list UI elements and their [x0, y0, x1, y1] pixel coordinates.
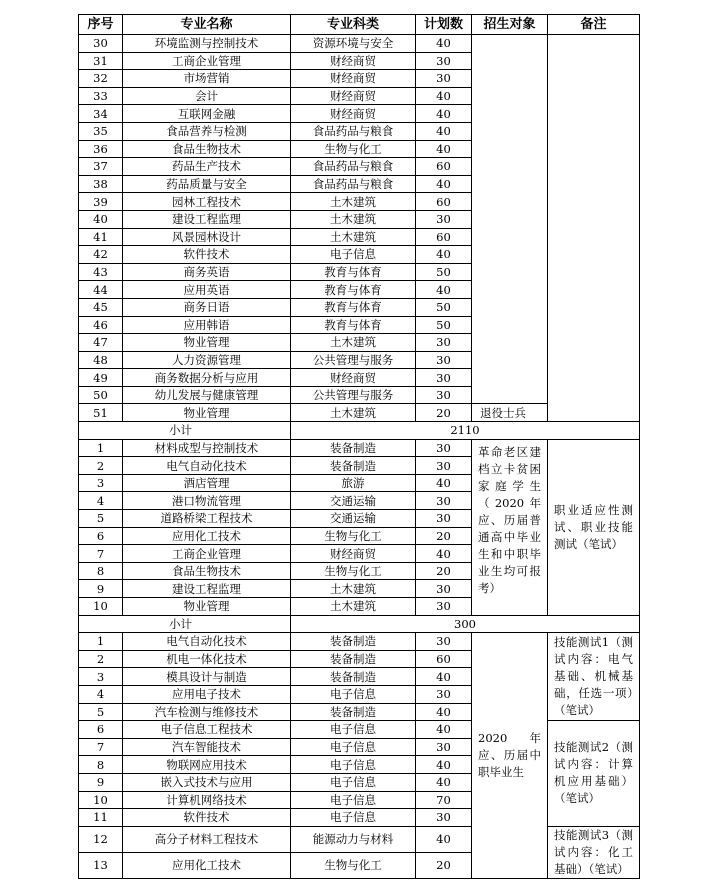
row-index: 9	[79, 580, 123, 598]
row-index: 6	[79, 721, 123, 739]
row-index: 42	[79, 246, 123, 264]
note-skill-test-2: 技能测试2（测试内容：计算机应用基础）（笔试）	[548, 721, 640, 827]
row-index: 31	[79, 52, 123, 70]
row-index: 49	[79, 369, 123, 387]
row-plan: 30	[416, 685, 472, 703]
row-category: 生物与化工	[291, 527, 416, 545]
row-category: 生物与化工	[291, 140, 416, 158]
row-plan: 40	[416, 773, 472, 791]
row-category: 财经商贸	[291, 369, 416, 387]
row-major: 物业管理	[123, 404, 291, 422]
row-plan: 60	[416, 193, 472, 211]
row-category: 财经商贸	[291, 70, 416, 88]
row-plan: 30	[416, 70, 472, 88]
row-category: 土木建筑	[291, 404, 416, 422]
row-major: 机电一体化技术	[123, 650, 291, 668]
row-plan: 40	[416, 474, 472, 492]
row-category: 财经商贸	[291, 105, 416, 123]
row-index: 4	[79, 492, 123, 510]
header-target: 招生对象	[472, 15, 548, 35]
row-index: 45	[79, 298, 123, 316]
row-plan: 50	[416, 298, 472, 316]
row-index: 11	[79, 809, 123, 827]
row-plan: 20	[416, 527, 472, 545]
row-index: 30	[79, 35, 123, 53]
row-category: 食品药品与粮食	[291, 175, 416, 193]
row-index: 5	[79, 703, 123, 721]
row-major: 应用英语	[123, 281, 291, 299]
row-major: 应用电子技术	[123, 685, 291, 703]
row-category: 食品药品与粮食	[291, 122, 416, 140]
row-index: 38	[79, 175, 123, 193]
row-category: 交通运输	[291, 492, 416, 510]
row-major: 应用韩语	[123, 316, 291, 334]
row-major: 物联网应用技术	[123, 756, 291, 774]
note-aptitude-test: 职业适应性测试、职业技能测试（笔试）	[548, 439, 640, 615]
row-major: 食品生物技术	[123, 140, 291, 158]
row-plan: 40	[416, 756, 472, 774]
row-plan: 30	[416, 386, 472, 404]
row-category: 装备制造	[291, 457, 416, 475]
row-major: 风景园林设计	[123, 228, 291, 246]
row-plan: 40	[416, 246, 472, 264]
row-plan: 30	[416, 439, 472, 457]
row-index: 8	[79, 756, 123, 774]
row-index: 12	[79, 826, 123, 852]
row-major: 酒店管理	[123, 474, 291, 492]
row-plan: 40	[416, 87, 472, 105]
row-plan: 20	[416, 562, 472, 580]
target-revolutionary-area: 革命老区建档立卡贫困家庭学生（2020年应、历届普通高中毕业生和中职毕业生均可报考）	[472, 439, 548, 615]
row-major: 市场营销	[123, 70, 291, 88]
row-index: 13	[79, 852, 123, 878]
row-category: 资源环境与安全	[291, 35, 416, 53]
row-category: 电子信息	[291, 773, 416, 791]
row-major: 嵌入式技术与应用	[123, 773, 291, 791]
table-row	[79, 633, 640, 651]
row-category: 电子信息	[291, 809, 416, 827]
row-major: 食品生物技术	[123, 562, 291, 580]
row-major: 物业管理	[123, 334, 291, 352]
row-index: 51	[79, 404, 123, 422]
subtotal-row	[79, 615, 640, 633]
row-category: 土木建筑	[291, 193, 416, 211]
row-index: 32	[79, 70, 123, 88]
row-index: 36	[79, 140, 123, 158]
row-major: 药品质量与安全	[123, 175, 291, 193]
row-plan: 30	[416, 738, 472, 756]
row-category: 财经商贸	[291, 87, 416, 105]
row-category: 装备制造	[291, 633, 416, 651]
table-row	[79, 35, 640, 53]
row-index: 37	[79, 158, 123, 176]
header-major: 专业名称	[123, 15, 291, 35]
row-category: 能源动力与材料	[291, 826, 416, 852]
target-cell-empty	[472, 35, 548, 404]
row-major: 应用化工技术	[123, 527, 291, 545]
row-category: 电子信息	[291, 685, 416, 703]
table-row	[79, 439, 640, 457]
row-index: 9	[79, 773, 123, 791]
row-category: 交通运输	[291, 510, 416, 528]
row-major: 工商企业管理	[123, 52, 291, 70]
row-major: 计算机网络技术	[123, 791, 291, 809]
row-major: 建设工程监理	[123, 580, 291, 598]
row-category: 电子信息	[291, 246, 416, 264]
row-major: 商务英语	[123, 263, 291, 281]
row-category: 土木建筑	[291, 228, 416, 246]
row-index: 35	[79, 122, 123, 140]
row-index: 1	[79, 633, 123, 651]
row-category: 装备制造	[291, 668, 416, 686]
row-major: 环境监测与控制技术	[123, 35, 291, 53]
subtotal-value: 2110	[291, 422, 640, 440]
subtotal-row	[79, 422, 640, 440]
row-index: 10	[79, 598, 123, 616]
row-plan: 30	[416, 510, 472, 528]
header-note: 备注	[548, 15, 640, 35]
table-row	[79, 721, 640, 739]
row-index: 4	[79, 685, 123, 703]
note-skill-test-1: 技能测试1（测试内容：电气基础、机械基础，任选一项）（笔试）	[548, 633, 640, 721]
row-plan: 40	[416, 122, 472, 140]
row-category: 教育与体育	[291, 281, 416, 299]
note-skill-test-3: 技能测试3（测试内容：化工基础）（笔试）	[548, 826, 640, 878]
row-major: 电子信息工程技术	[123, 721, 291, 739]
row-category: 教育与体育	[291, 298, 416, 316]
row-plan: 40	[416, 721, 472, 739]
header-index: 序号	[79, 15, 123, 35]
row-plan: 40	[416, 281, 472, 299]
row-index: 10	[79, 791, 123, 809]
row-index: 33	[79, 87, 123, 105]
row-plan: 30	[416, 351, 472, 369]
row-major: 工商企业管理	[123, 545, 291, 563]
row-index: 43	[79, 263, 123, 281]
row-major: 高分子材料工程技术	[123, 826, 291, 852]
row-major: 药品生产技术	[123, 158, 291, 176]
row-plan: 40	[416, 545, 472, 563]
row-category: 土木建筑	[291, 580, 416, 598]
row-index: 47	[79, 334, 123, 352]
note-cell-empty	[548, 35, 640, 422]
row-plan: 60	[416, 650, 472, 668]
row-plan: 40	[416, 668, 472, 686]
row-plan: 60	[416, 158, 472, 176]
row-category: 土木建筑	[291, 210, 416, 228]
row-plan: 30	[416, 580, 472, 598]
row-major: 港口物流管理	[123, 492, 291, 510]
row-major: 会计	[123, 87, 291, 105]
row-index: 7	[79, 738, 123, 756]
header-category: 专业科类	[291, 15, 416, 35]
row-category: 土木建筑	[291, 334, 416, 352]
row-plan: 30	[416, 809, 472, 827]
row-major: 幼儿发展与健康管理	[123, 386, 291, 404]
row-index: 46	[79, 316, 123, 334]
row-major: 商务日语	[123, 298, 291, 316]
row-index: 34	[79, 105, 123, 123]
row-plan: 50	[416, 263, 472, 281]
row-major: 园林工程技术	[123, 193, 291, 211]
row-major: 软件技术	[123, 809, 291, 827]
row-plan: 40	[416, 35, 472, 53]
row-index: 41	[79, 228, 123, 246]
row-major: 软件技术	[123, 246, 291, 264]
row-major: 汽车智能技术	[123, 738, 291, 756]
row-index: 1	[79, 439, 123, 457]
row-category: 电子信息	[291, 721, 416, 739]
row-category: 生物与化工	[291, 852, 416, 878]
row-major: 人力资源管理	[123, 351, 291, 369]
row-plan: 30	[416, 52, 472, 70]
row-plan: 50	[416, 316, 472, 334]
row-category: 电子信息	[291, 738, 416, 756]
row-index: 2	[79, 650, 123, 668]
row-major: 商务数据分析与应用	[123, 369, 291, 387]
target-veterans: 退役士兵	[472, 404, 548, 422]
row-plan: 40	[416, 140, 472, 158]
table-row	[79, 826, 640, 852]
row-index: 3	[79, 474, 123, 492]
row-major: 道路桥梁工程技术	[123, 510, 291, 528]
row-category: 装备制造	[291, 650, 416, 668]
row-plan: 30	[416, 210, 472, 228]
row-major: 应用化工技术	[123, 852, 291, 878]
subtotal-label: 小计	[79, 615, 291, 633]
row-major: 电气自动化技术	[123, 457, 291, 475]
row-index: 2	[79, 457, 123, 475]
row-category: 装备制造	[291, 703, 416, 721]
target-vocational: 2020年应、历届中职毕业生	[472, 633, 548, 879]
row-major: 汽车检测与维修技术	[123, 703, 291, 721]
row-category: 旅游	[291, 474, 416, 492]
row-major: 模具设计与制造	[123, 668, 291, 686]
row-plan: 40	[416, 703, 472, 721]
row-plan: 30	[416, 633, 472, 651]
row-plan: 20	[416, 404, 472, 422]
row-category: 生物与化工	[291, 562, 416, 580]
row-major: 食品营养与检测	[123, 122, 291, 140]
row-major: 物业管理	[123, 598, 291, 616]
row-plan: 70	[416, 791, 472, 809]
row-plan: 40	[416, 175, 472, 193]
row-plan: 60	[416, 228, 472, 246]
row-index: 3	[79, 668, 123, 686]
row-major: 电气自动化技术	[123, 633, 291, 651]
row-index: 7	[79, 545, 123, 563]
row-index: 50	[79, 386, 123, 404]
row-category: 土木建筑	[291, 598, 416, 616]
row-category: 装备制造	[291, 439, 416, 457]
row-index: 39	[79, 193, 123, 211]
header-plan: 计划数	[416, 15, 472, 35]
row-plan: 30	[416, 334, 472, 352]
row-index: 8	[79, 562, 123, 580]
row-category: 电子信息	[291, 756, 416, 774]
row-category: 教育与体育	[291, 316, 416, 334]
row-category: 公共管理与服务	[291, 386, 416, 404]
row-index: 40	[79, 210, 123, 228]
row-plan: 30	[416, 598, 472, 616]
row-major: 材料成型与控制技术	[123, 439, 291, 457]
subtotal-value: 300	[291, 615, 640, 633]
header-row	[79, 15, 640, 35]
row-category: 公共管理与服务	[291, 351, 416, 369]
row-index: 44	[79, 281, 123, 299]
row-major: 建设工程监理	[123, 210, 291, 228]
row-major: 互联网金融	[123, 105, 291, 123]
row-index: 6	[79, 527, 123, 545]
row-plan: 30	[416, 369, 472, 387]
row-index: 5	[79, 510, 123, 528]
row-category: 食品药品与粮食	[291, 158, 416, 176]
row-category: 教育与体育	[291, 263, 416, 281]
row-plan: 40	[416, 826, 472, 852]
subtotal-label: 小计	[79, 422, 291, 440]
enrollment-plan-table	[78, 14, 640, 879]
row-category: 财经商贸	[291, 52, 416, 70]
row-category: 电子信息	[291, 791, 416, 809]
row-category: 财经商贸	[291, 545, 416, 563]
row-plan: 20	[416, 852, 472, 878]
row-plan: 30	[416, 492, 472, 510]
row-plan: 40	[416, 105, 472, 123]
row-plan: 30	[416, 457, 472, 475]
row-index: 48	[79, 351, 123, 369]
